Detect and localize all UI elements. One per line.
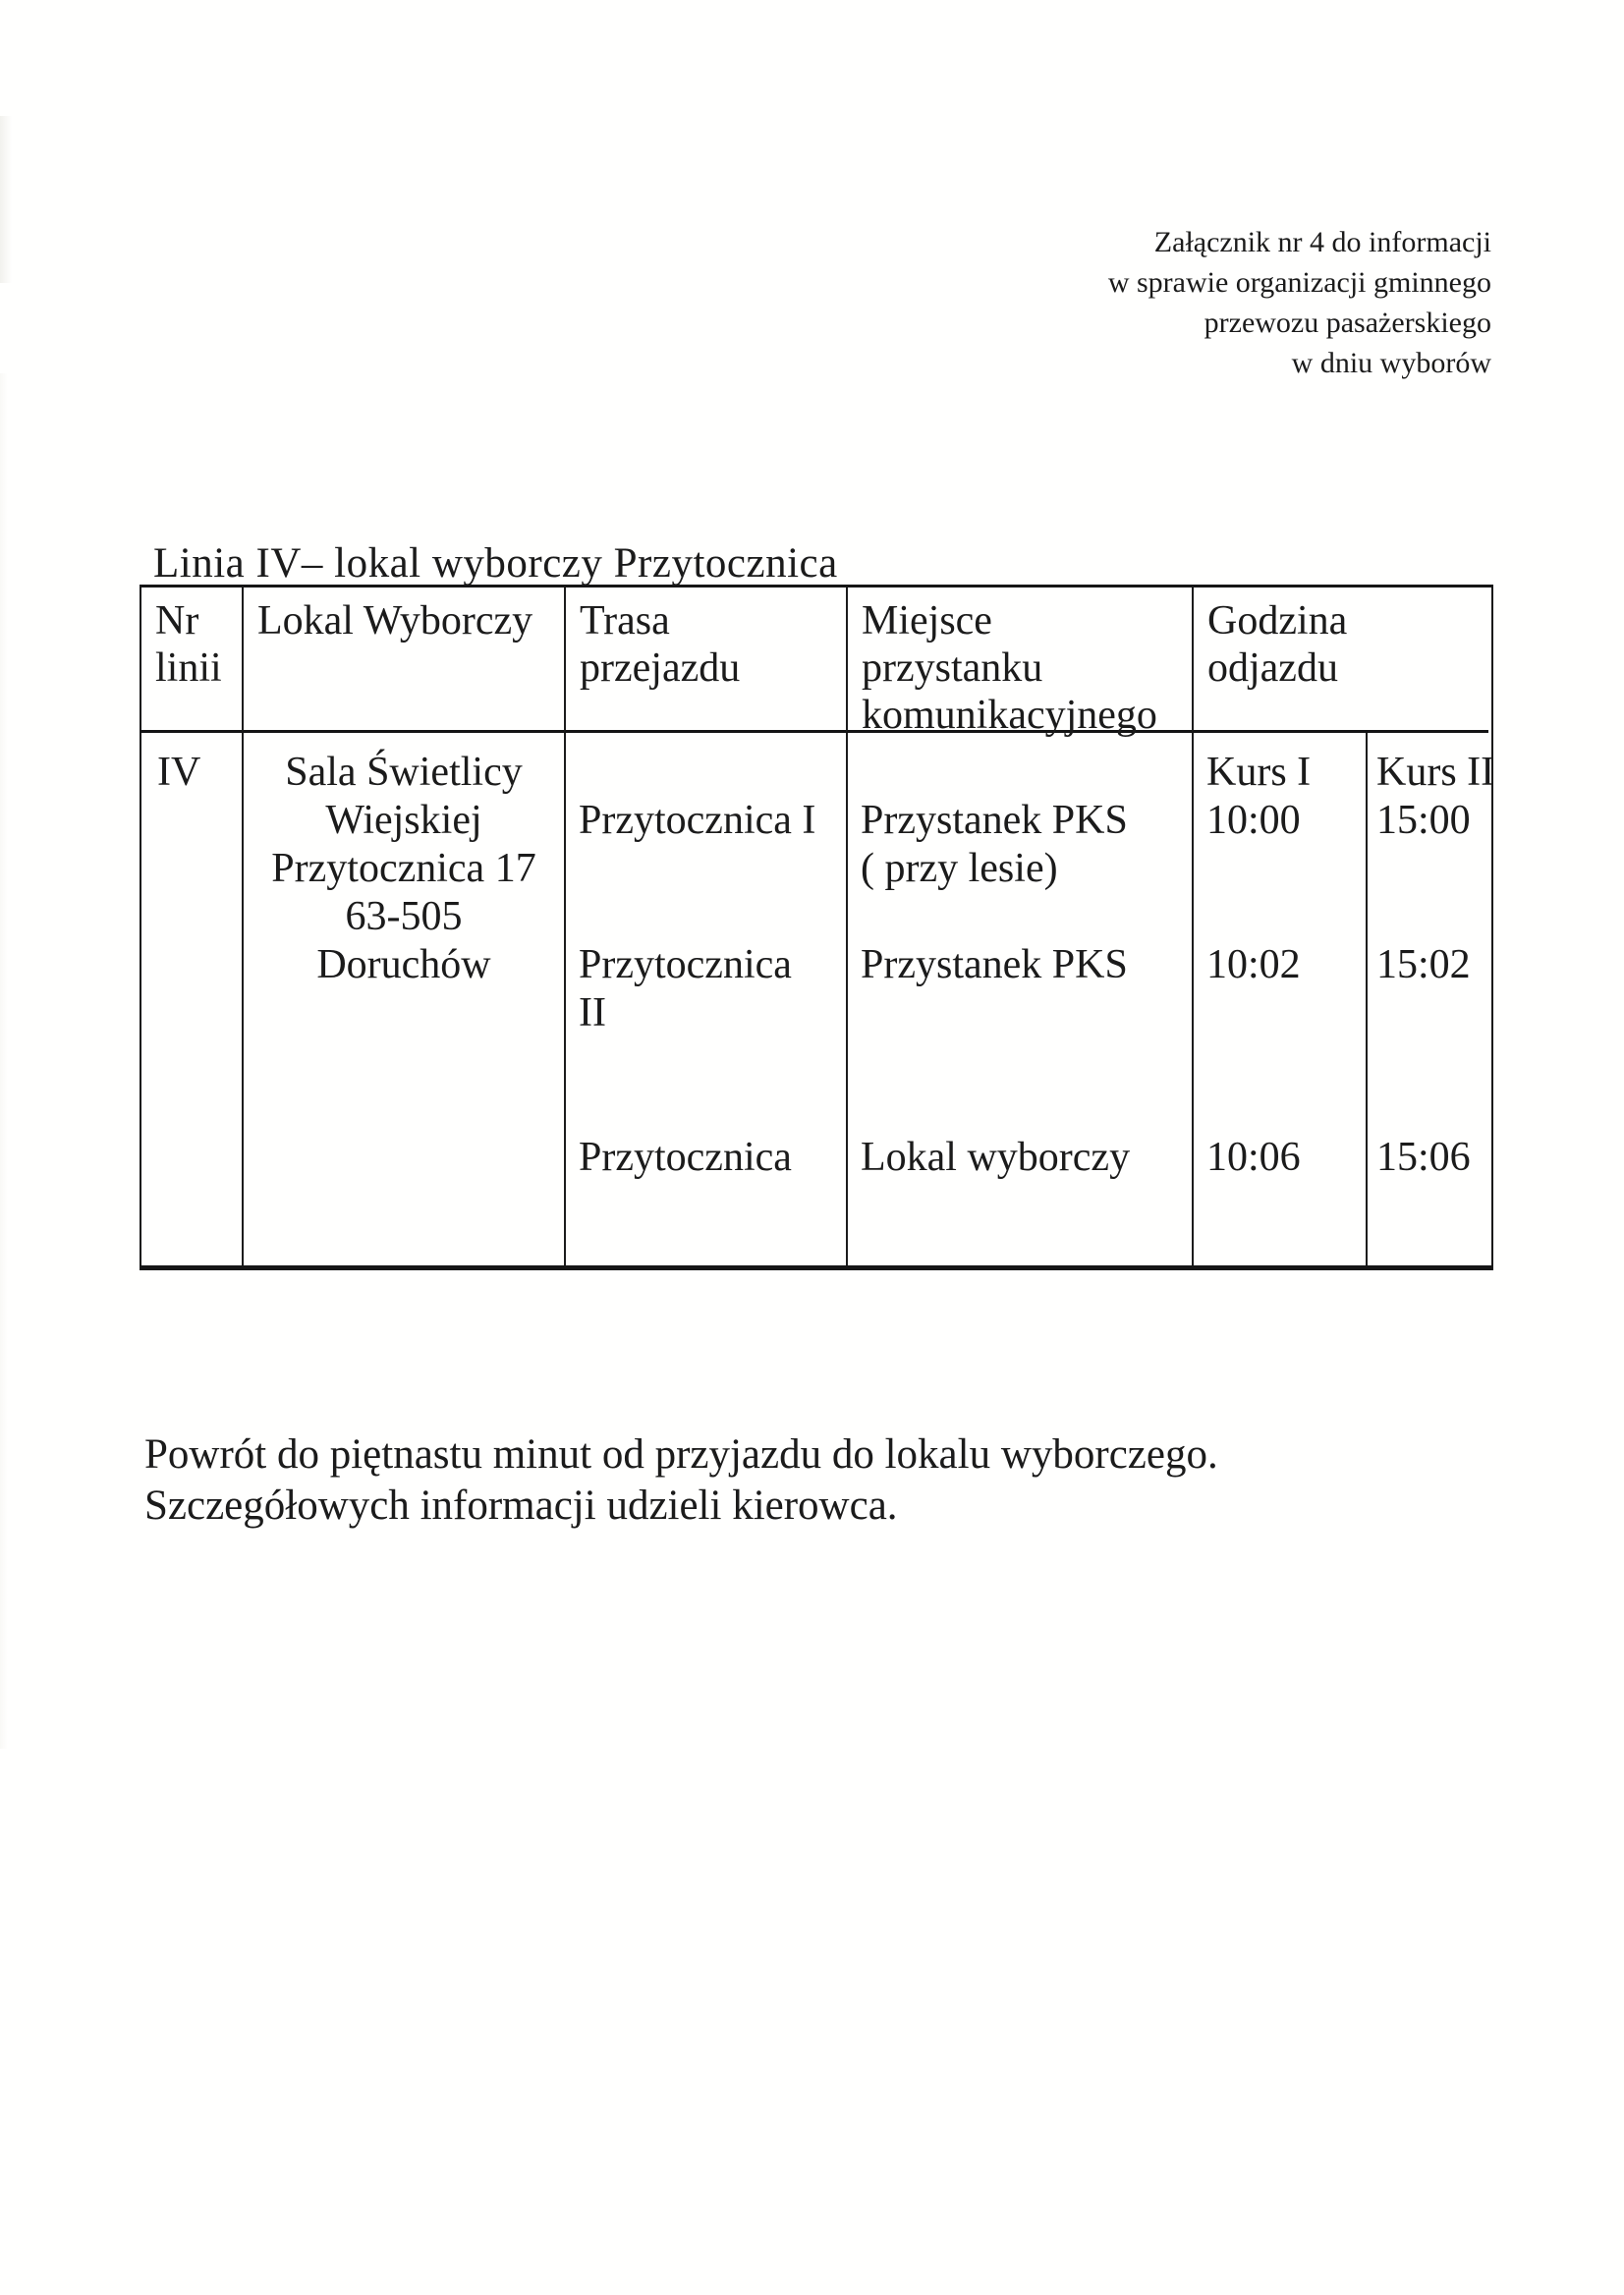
col-header-line: Godzina xyxy=(1207,598,1348,644)
attachment-note-line: w dniu wyborów xyxy=(1291,347,1491,379)
kurs-1-line xyxy=(1194,893,1366,941)
nr-linii-line xyxy=(141,893,242,941)
col-header-line: Lokal Wyborczy xyxy=(257,598,533,644)
col-header-nr-linii xyxy=(141,588,242,733)
trasa-line xyxy=(566,1037,846,1086)
miejsce-line: ( przy lesie) xyxy=(861,846,1058,891)
attachment-note-line: w sprawie organizacji gminnego xyxy=(1107,266,1491,299)
lokal-wyborczy-line: Wiejskiej xyxy=(325,798,482,843)
cell-nr-linii xyxy=(141,733,242,1265)
col-header-line: komunikacyjnego xyxy=(862,693,1157,738)
col-header-line: przystanku xyxy=(862,645,1043,691)
kurs-1-line: 10:06 xyxy=(1206,1135,1301,1180)
col-header-godzina-odjazdu xyxy=(1192,588,1488,733)
lokal-wyborczy-line xyxy=(244,1037,564,1086)
footer-note-line: Powrót do piętnastu minut od przyjazdu do lokalu wyborczego. xyxy=(144,1431,1218,1478)
lokal-wyborczy-line: 63-505 xyxy=(345,894,463,939)
scan-artifact-streak xyxy=(0,116,12,283)
cell-kurs-1 xyxy=(1192,733,1366,1265)
kurs-1-line: 10:00 xyxy=(1206,798,1301,843)
trasa-line xyxy=(566,845,846,893)
lokal-wyborczy-line: Przytocznica 17 xyxy=(271,846,536,891)
col-header-line: Trasa xyxy=(580,598,670,644)
cell-trasa-przejazdu xyxy=(564,733,846,1265)
col-header-line: odjazdu xyxy=(1207,645,1338,691)
attachment-note-line: przewozu pasażerskiego xyxy=(1204,307,1491,339)
kurs-1-line xyxy=(1194,1037,1366,1086)
lokal-wyborczy-line xyxy=(244,1134,564,1182)
kurs-2-line: 15:02 xyxy=(1376,942,1471,987)
lokal-wyborczy-line xyxy=(244,989,564,1037)
trasa-line xyxy=(566,893,846,941)
nr-linii-line xyxy=(141,797,242,845)
cell-lokal-wyborczy xyxy=(242,733,564,1265)
col-header-trasa-przejazdu xyxy=(564,588,846,733)
trasa-line: Przytocznica xyxy=(579,942,792,987)
kurs-1-line xyxy=(1194,989,1366,1037)
kurs-2-line xyxy=(1368,989,1488,1037)
col-header-lokal-wyborczy xyxy=(242,588,564,733)
lokal-wyborczy-line: Doruchów xyxy=(316,942,491,987)
miejsce-line xyxy=(848,893,1192,941)
kurs-2-line xyxy=(1368,1086,1488,1134)
kurs-2-line: 15:06 xyxy=(1376,1135,1471,1180)
miejsce-line xyxy=(848,989,1192,1037)
trasa-line: Przytocznica xyxy=(579,1135,792,1180)
nr-linii-line xyxy=(141,989,242,1037)
document-title: Linia IV– lokal wyborczy Przytocznica xyxy=(153,540,838,587)
col-header-line: Nr xyxy=(155,598,199,644)
attachment-note-line: Załącznik nr 4 do informacji xyxy=(1153,226,1491,258)
col-header-line: przejazdu xyxy=(580,645,741,691)
miejsce-line: Przystanek PKS xyxy=(861,942,1128,987)
nr-linii-line xyxy=(141,1086,242,1134)
nr-linii-line: IV xyxy=(157,750,201,795)
footer-note xyxy=(144,1429,1481,1532)
nr-linii-line xyxy=(141,1037,242,1086)
miejsce-line: Lokal wyborczy xyxy=(861,1135,1131,1180)
miejsce-line: Przystanek PKS xyxy=(861,798,1128,843)
miejsce-line xyxy=(848,1037,1192,1086)
lokal-wyborczy-line: Sala Świetlicy xyxy=(285,750,523,795)
nr-linii-line xyxy=(141,845,242,893)
kurs-2-line: 15:00 xyxy=(1376,798,1471,843)
col-header-line: linii xyxy=(155,645,222,691)
kurs-2-line xyxy=(1368,845,1488,893)
scan-artifact-streak xyxy=(0,373,8,1749)
nr-linii-line xyxy=(141,1134,242,1182)
kurs-1-line: 10:02 xyxy=(1206,942,1301,987)
nr-linii-line xyxy=(141,941,242,989)
kurs-1-line: Kurs I xyxy=(1206,750,1312,795)
trasa-line xyxy=(566,749,846,797)
attachment-note xyxy=(1108,222,1491,383)
trasa-line xyxy=(566,1086,846,1134)
lokal-wyborczy-line xyxy=(244,1086,564,1134)
col-header-miejsce-przystanku xyxy=(846,588,1192,738)
cell-miejsce-przystanku xyxy=(846,733,1192,1265)
cell-kurs-2 xyxy=(1366,733,1495,1265)
kurs-2-line: Kurs II xyxy=(1376,750,1495,795)
kurs-2-line xyxy=(1368,1037,1488,1086)
miejsce-line xyxy=(848,749,1192,797)
miejsce-line xyxy=(848,1086,1192,1134)
kurs-2-line xyxy=(1368,893,1488,941)
bus-schedule-table xyxy=(140,585,1493,1270)
trasa-line: II xyxy=(579,990,606,1036)
col-header-line: Miejsce xyxy=(862,598,992,644)
trasa-line: Przytocznica I xyxy=(579,798,816,843)
footer-note-line: Szczegółowych informacji udzieli kierowca. xyxy=(144,1483,898,1529)
kurs-1-line xyxy=(1194,845,1366,893)
kurs-1-line xyxy=(1194,1086,1366,1134)
